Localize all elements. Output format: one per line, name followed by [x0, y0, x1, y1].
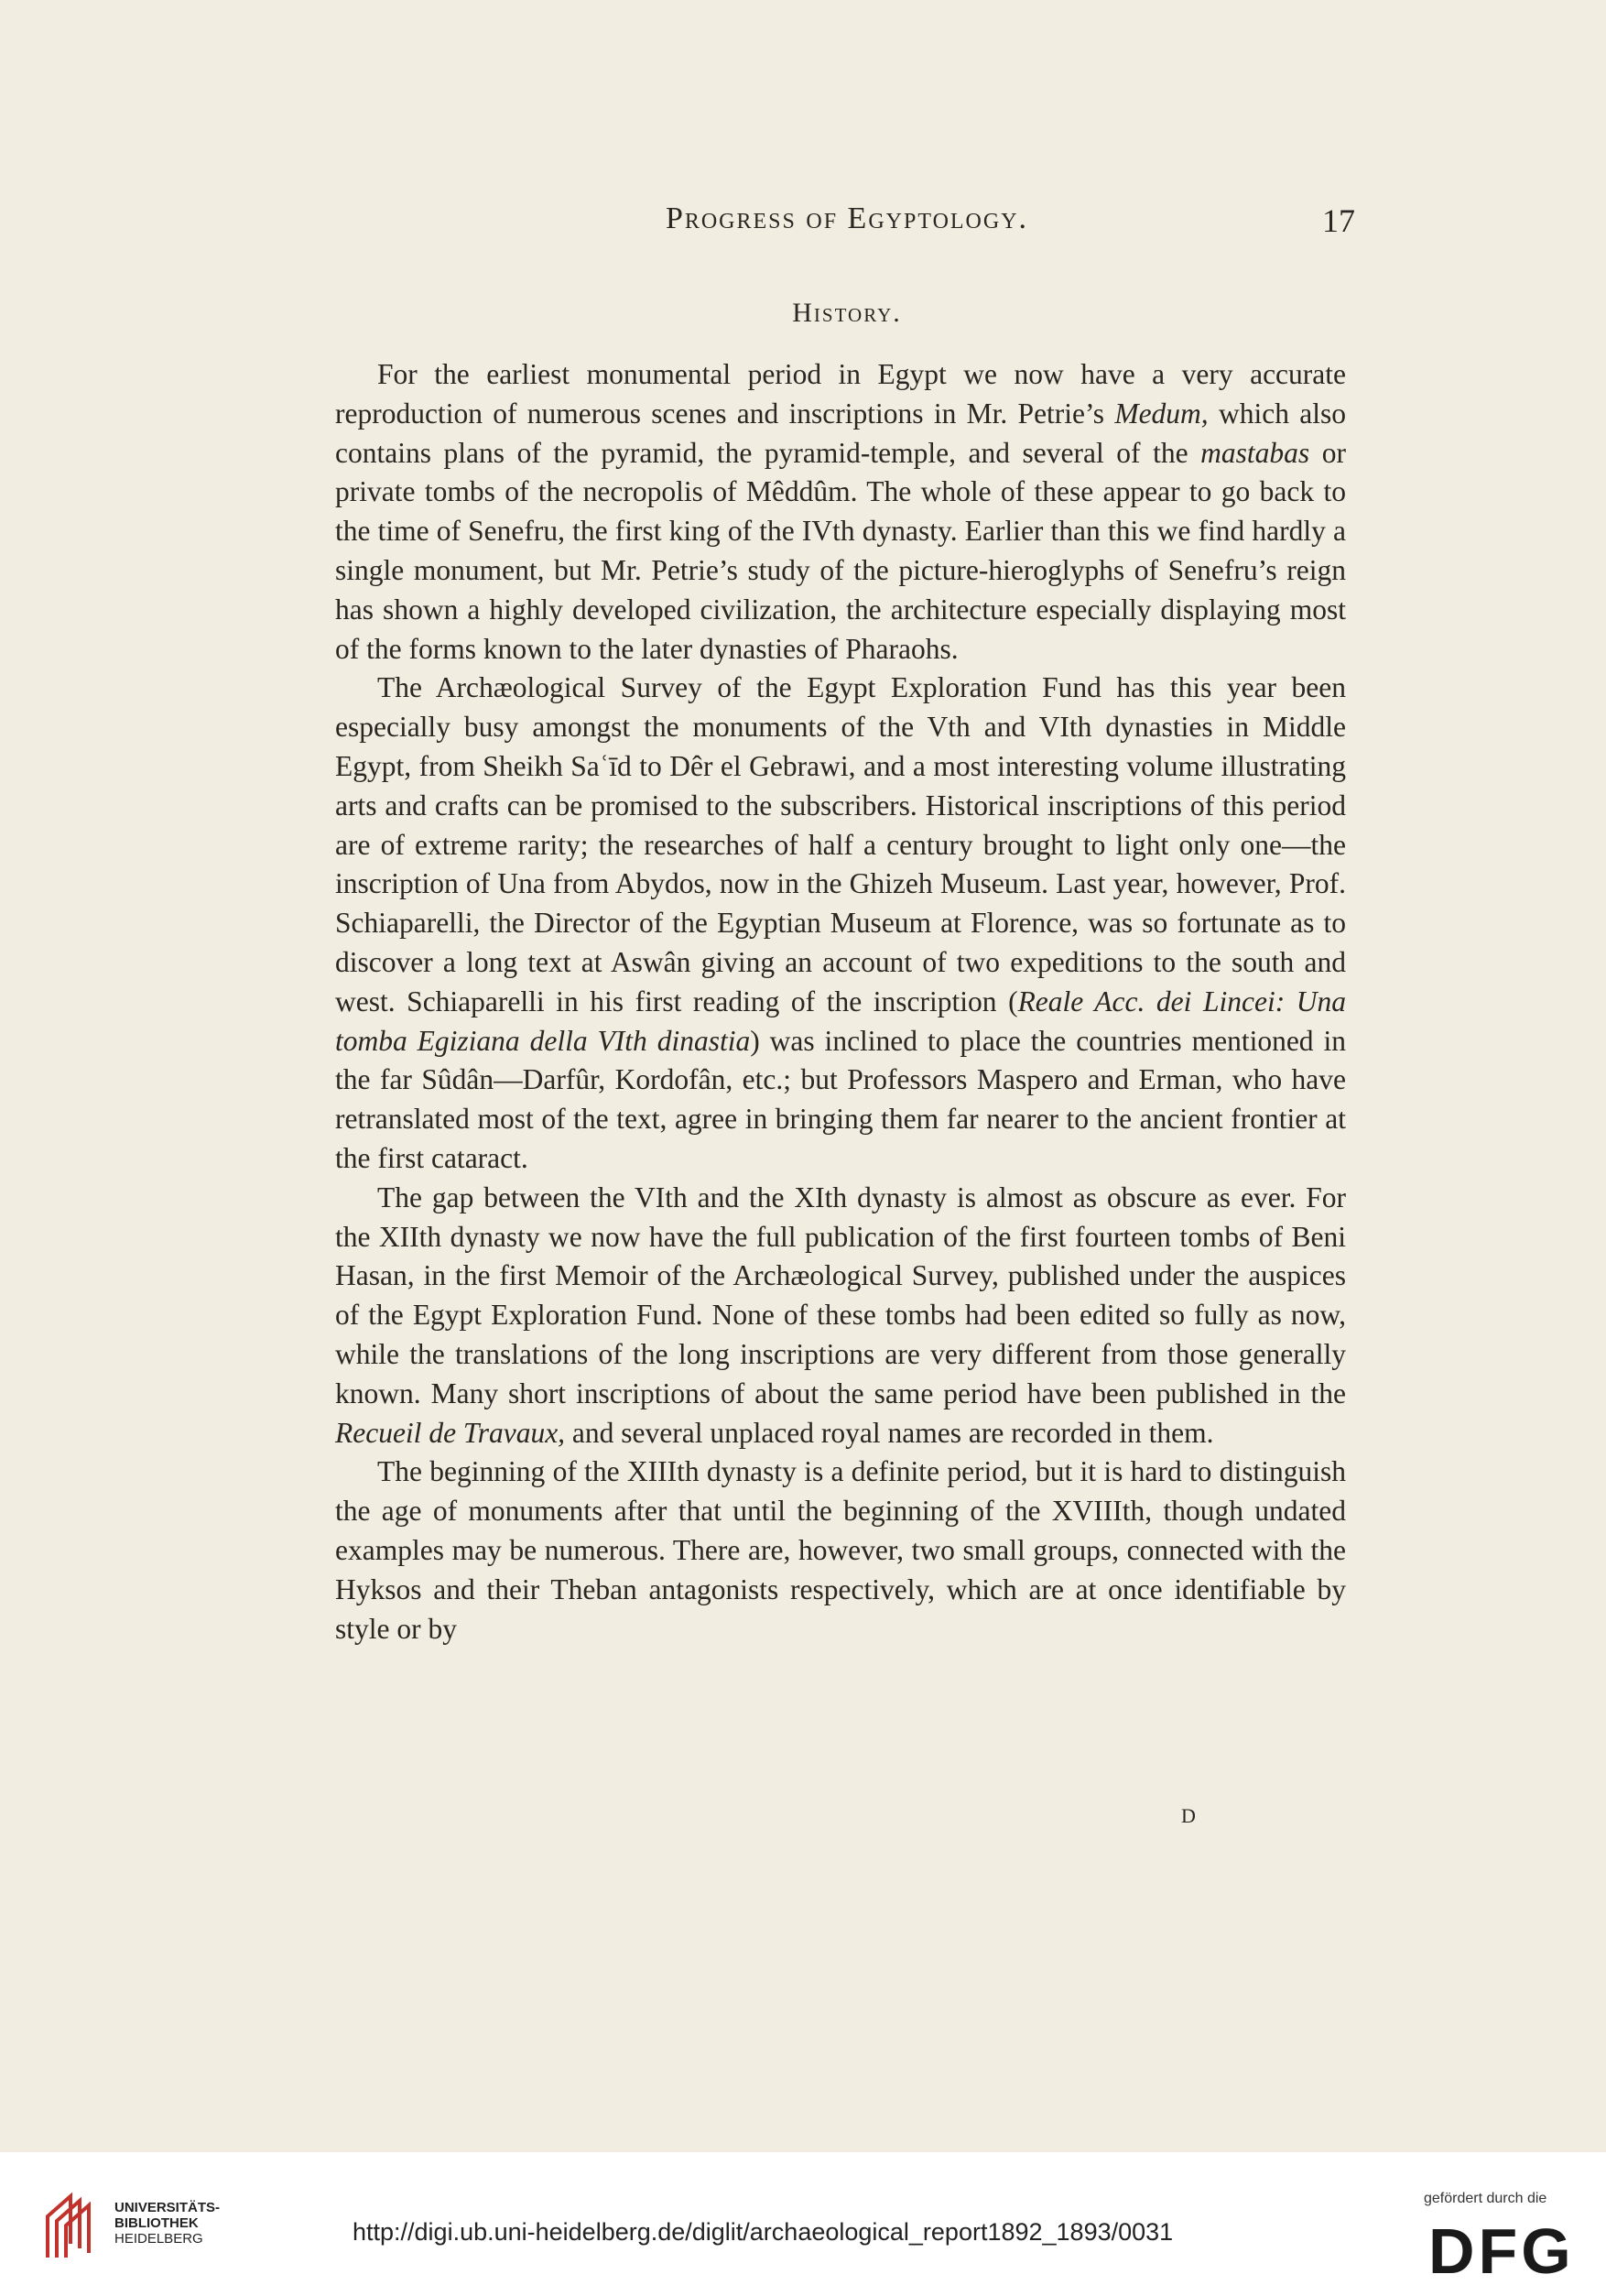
- italic-text: Recueil de Travaux,: [335, 1416, 566, 1449]
- text-run: The beginning of the XIIIth dynasty is a definite period, but it is hard to distinguish the age of monuments after that until the beginning of the XVIIIth, though undated examples may be numerous. There are, however, two small groups, connected with the Hyksos and their Theban antagonists respectively, which are at once identifiable by style or by: [335, 1455, 1346, 1645]
- library-name: [114, 2200, 220, 2247]
- dfg-logo-text: DFG: [1428, 2216, 1575, 2280]
- library-name-line: BIBLIOTHEK: [114, 2215, 199, 2231]
- text-run: The gap between the VIth and the XIth dynasty is almost as obscure as ever. For the XIIth dynasty we now have the full publication of the first fourteen tombs of Beni Hasan, in the first Memoir of the Archæological Survey, published under the auspices of the Egypt Exploration Fund. None of these tombs had been edited so fully as now, while the translations of the long inscriptions are very different from those generally known. Many short inscriptions of about the same period have been published in the: [335, 1181, 1346, 1409]
- italic-text: Medum,: [1114, 397, 1209, 430]
- dfg-logo: [1428, 2216, 1584, 2280]
- paragraph: [335, 355, 1346, 669]
- paragraph: [335, 669, 1346, 1178]
- text-run: For the earliest monumental period in Egypt we now have a very accurate reproduction of numerous scenes and inscriptions in Mr. Petrie’s: [335, 358, 1346, 430]
- library-name-line: HEIDELBERG: [114, 2231, 203, 2247]
- text-run: and several unplaced royal names are recorded in them.: [565, 1416, 1214, 1449]
- text-run: or private tombs of the necropolis of Mêddûm. The whole of these appear to go back to the time of Senefru, the first king of the IVth dynasty. Earlier than this we find hardly a single monument, but Mr. Petrie’s study of the picture-hieroglyphs of Senefru’s reign has shown a highly developed civilization, the architecture especially displaying most of the forms known to the later dynasties of Pharaohs.: [335, 436, 1346, 665]
- italic-text: mastabas: [1200, 436, 1310, 469]
- running-head: [339, 201, 1355, 247]
- body-text: [335, 355, 1346, 1649]
- text-run: which also contains plans of the pyramid, the pyramid-temple, and several of the: [335, 397, 1346, 469]
- page-number: 17: [1322, 202, 1355, 239]
- text-run: ) was inclined to place the countries mentioned in the far Sûdân—Darfûr, Kordofân, etc.; but Professors Maspero and Erman, who have retranslated most of the text, agree in bringing them far nearer to the ancient frontier at the first cataract.: [335, 1024, 1346, 1174]
- source-url-link[interactable]: http://digi.ub.uni-heidelberg.de/diglit/archaeological_report1892_1893/0031: [353, 2218, 1174, 2246]
- text-run: The Archæological Survey of the Egypt Exploration Fund has this year been especially busy amongst the monuments of the Vth and VIth dynasties in Middle Egypt, from Sheikh Saʿīd to Dêr el Gebrawi, and a most interesting volume illustrating arts and crafts can be promised to the subscribers. Historical inscriptions of this period are of extreme rarity; the researches of half a century brought to light only one—the inscription of Una from Abydos, now in the Ghizeh Museum. Last year, however, Prof. Schiaparelli, the Director of the Egyptian Museum at Florence, was so fortunate as to discover a long text at Aswân giving an account of two expeditions to the south and west. Schiaparelli in his first reading of the inscription (: [335, 671, 1346, 1017]
- library-name-line: UNIVERSITÄTS-: [114, 2200, 221, 2215]
- funded-by-label: gefördert durch die: [1424, 2191, 1547, 2206]
- signature-mark: D: [1181, 1804, 1196, 1827]
- paragraph: [335, 1179, 1346, 1453]
- library-logo-icon: [38, 2189, 103, 2262]
- section-heading: History.: [792, 298, 902, 328]
- footer-bar: [0, 2152, 1606, 2296]
- italic-text: Reale Acc. dei Lincei: Una tomba Egiziana della VIth dinastia: [335, 985, 1346, 1057]
- running-title: Progress of Egyptology.: [665, 201, 1029, 235]
- paragraph: [335, 1453, 1346, 1649]
